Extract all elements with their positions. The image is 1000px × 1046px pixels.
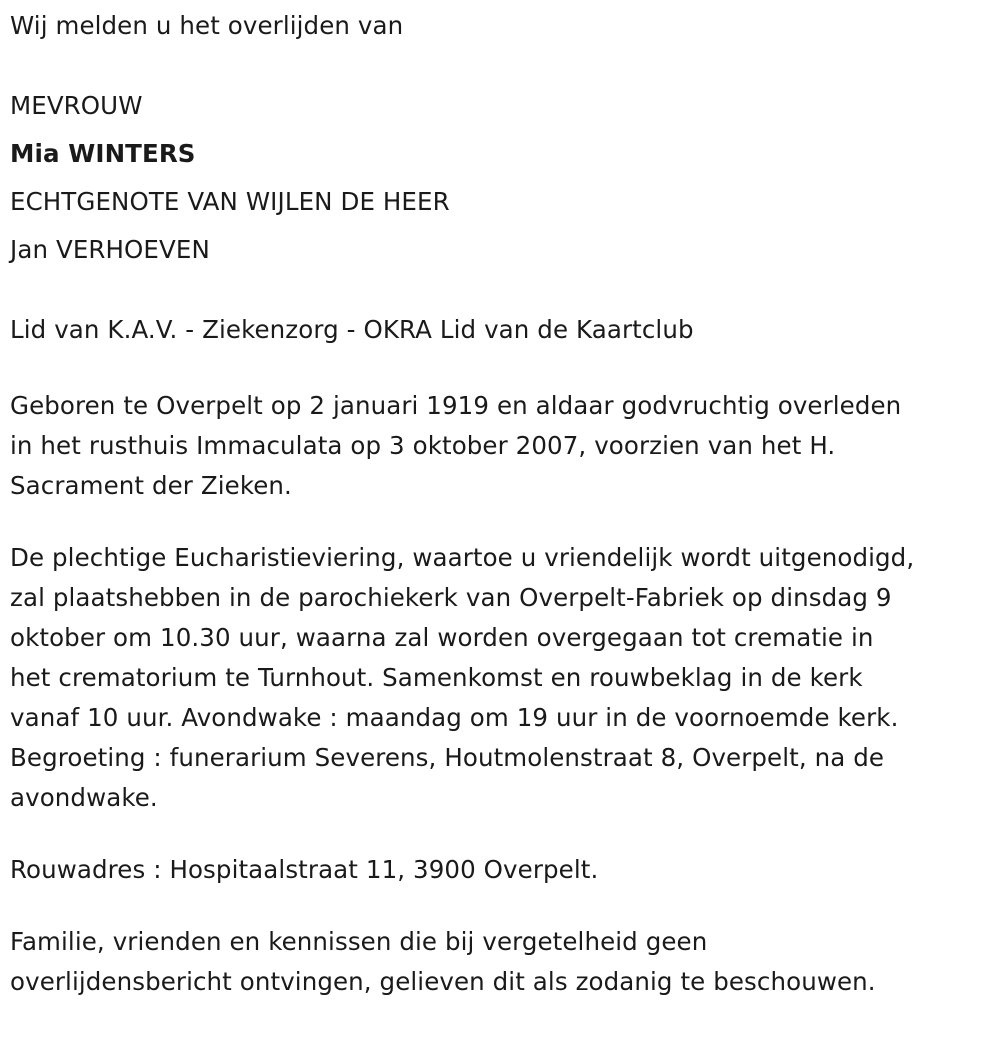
paragraph-line: vanaf 10 uur. Avondwake : maandag om 19 uur in de voornoemde kerk. [10,703,899,732]
paragraph-line: De plechtige Eucharistieviering, waartoe u vriendelijk wordt uitgenodigd, [10,543,915,572]
paragraph-line: Familie, vrienden en kennissen die bij vergetelheid geen [10,927,708,956]
spouse-name: Jan VERHOEVEN [10,235,210,264]
spacer [10,354,990,386]
paragraph-line: Geboren te Overpelt op 2 januari 1919 en aldaar godvruchtig overleden [10,391,902,420]
deceased-name: Mia WINTERS [10,139,196,168]
spacer [10,506,990,538]
title-prefix: MEVROUW [10,91,143,120]
spacer [10,274,990,306]
mourning-address: Rouwadres : Hospitaalstraat 11, 3900 Overpelt. [10,855,599,884]
memberships-text: Lid van K.A.V. - Ziekenzorg - OKRA Lid van de Kaartclub [10,315,694,344]
paragraph-line: avondwake. [10,783,158,812]
paragraph-line: het crematorium te Turnhout. Samenkomst en rouwbeklag in de kerk [10,663,863,692]
spouse-prefix: ECHTGENOTE VAN WIJLEN DE HEER [10,187,450,216]
closing-paragraph [10,922,990,1002]
paragraph-line: overlijdensbericht ontvingen, gelieven dit als zodanig te beschouwen. [10,967,876,996]
ceremony-paragraph [10,538,990,818]
paragraph-line: Sacrament der Zieken. [10,471,292,500]
paragraph-line: in het rusthuis Immaculata op 3 oktober 2007, voorzien van het H. [10,431,836,460]
paragraph-line: zal plaatshebben in de parochiekerk van Overpelt-Fabriek op dinsdag 9 [10,583,892,612]
paragraph-line: Begroeting : funerarium Severens, Houtmolenstraat 8, Overpelt, na de [10,743,885,772]
birth-death-paragraph [10,386,990,506]
spacer [10,890,990,922]
death-notice [10,0,990,1002]
intro-text: Wij melden u het overlijden van [10,11,404,40]
paragraph-line: oktober om 10.30 uur, waarna zal worden overgegaan tot crematie in [10,623,874,652]
spacer [10,818,990,850]
